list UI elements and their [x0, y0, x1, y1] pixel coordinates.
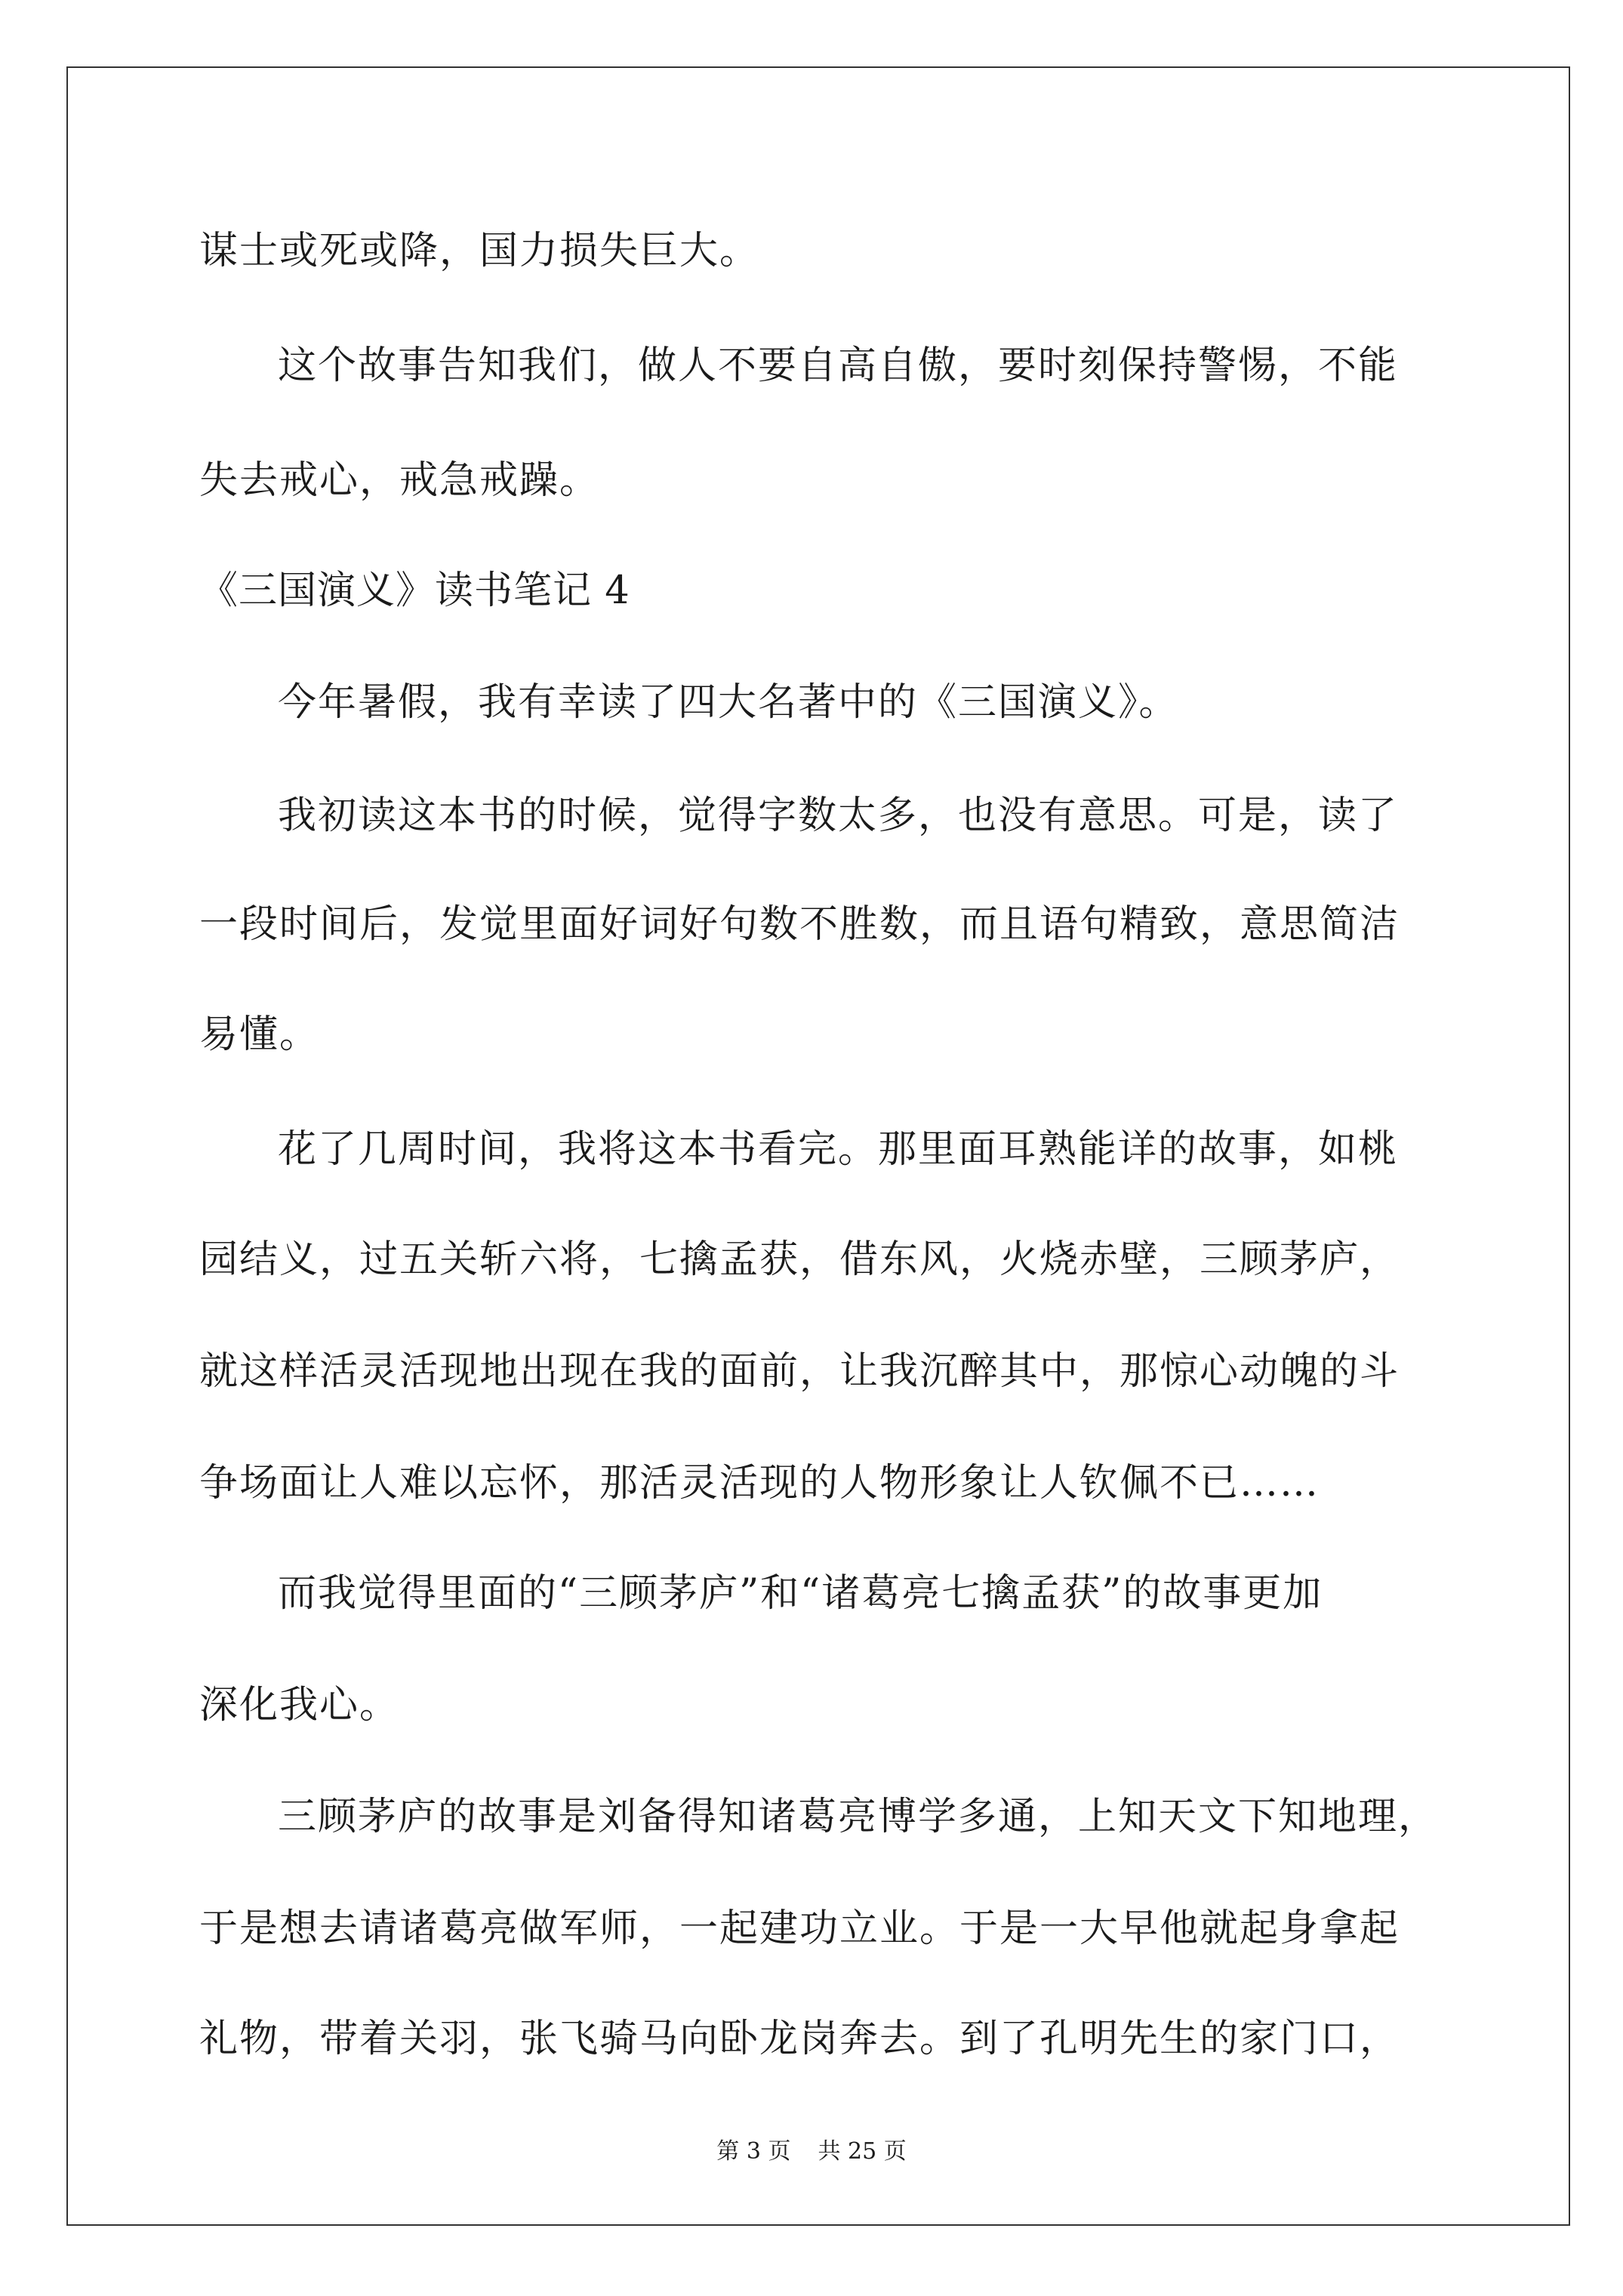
text-line: 易懂。 [199, 1012, 320, 1057]
text-line: 深化我心。 [199, 1683, 400, 1727]
text-line: 就这样活灵活现地出现在我的面前，让我沉醉其中，那惊心动魄的斗 [199, 1349, 1400, 1394]
text-line: 而我觉得里面的“三顾茅庐”和“诸葛亮七擒孟获”的故事更加 [278, 1571, 1323, 1616]
page-total: 共 25 页 [818, 2138, 907, 2165]
text-line: 花了几周时间，我将这本书看完。那里面耳熟能详的故事，如桃 [278, 1127, 1399, 1172]
section-heading: 《三国演义》读书笔记 4 [199, 569, 630, 613]
text-line: 园结义，过五关斩六将，七擒孟获，借东风，火烧赤壁，三顾茅庐， [199, 1237, 1400, 1282]
text-line: 于是想去请诸葛亮做军师，一起建功立业。于是一大早他就起身拿起 [199, 1906, 1400, 1951]
page-number: 第 3 页 [716, 2138, 791, 2165]
text-line: 这个故事告知我们，做人不要自高自傲，要时刻保持警惕，不能 [278, 344, 1399, 388]
text-line: 我初读这本书的时候，觉得字数太多，也没有意思。可是，读了 [278, 794, 1399, 838]
text-line: 争场面让人难以忘怀，那活灵活现的人物形象让人钦佩不已…… [199, 1461, 1320, 1505]
text-line: 谋士或死或降，国力损失巨大。 [199, 229, 760, 273]
text-line: 失去戒心，戒急戒躁。 [199, 458, 600, 503]
text-line: 一段时间后，发觉里面好词好句数不胜数，而且语句精致，意思简洁 [199, 902, 1400, 947]
text-line: 三顾茅庐的故事是刘备得知诸葛亮博学多通，上知天文下知地理， [278, 1795, 1439, 1839]
text-line: 礼物，带着关羽，张飞骑马向卧龙岗奔去。到了孔明先生的家门口， [199, 2017, 1400, 2061]
page-footer [0, 2137, 1623, 2167]
text-line: 今年暑假，我有幸读了四大名著中的《三国演义》。 [278, 680, 1179, 725]
